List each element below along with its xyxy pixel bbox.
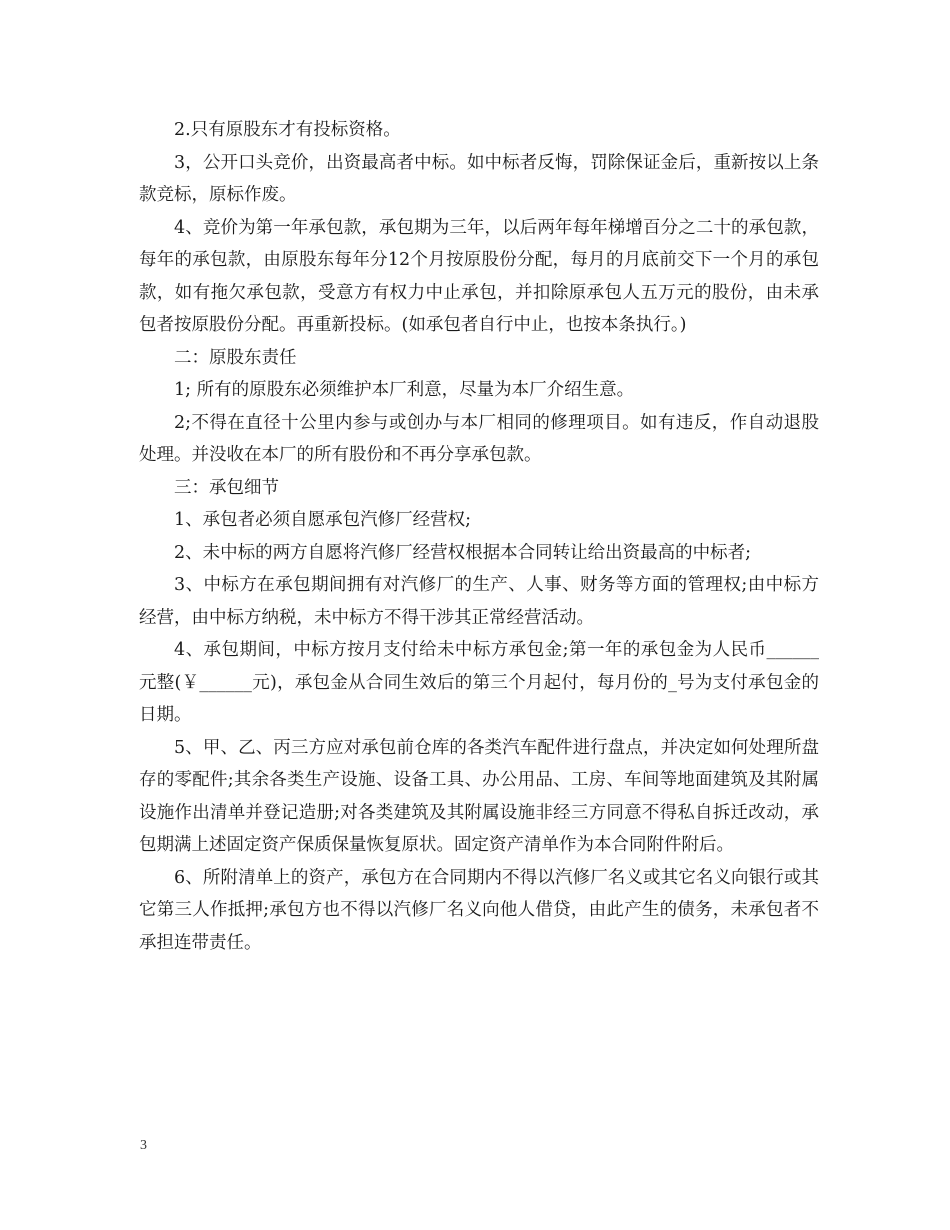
paragraph-detail-2: 2、未中标的两方自愿将汽修厂经营权根据本合同转让给出资最高的中标者;: [174, 542, 752, 563]
section-heading-shareholder-duties: 二：原股东责任: [174, 347, 297, 368]
paragraph-detail-3: 3、中标方在承包期间拥有对汽修厂的生产、人事、财务等方面的管理权;由中标方经营，由中标方纳税，未中标方不得干涉其正常经营活动。: [139, 575, 819, 628]
paragraph-open-bidding: 3，公开口头竞价，出资最高者中标。如中标者反悔，罚除保证金后，重新按以上条款竞标，原标作废。: [139, 152, 819, 205]
paragraph-bid-eligibility: 2.只有原股东才有投标资格。: [174, 120, 401, 140]
paragraph-detail-5: 5、甲、乙、丙三方应对承包前仓库的各类汽车配件进行盘点，并决定如何处理所盘存的零配件;其余各类生产设施、设备工具、办公用品、工房、车间等地面建筑及其附属设施作出清单并登记造册;对各类建筑及其附属设施非经三方同意不得私自拆迁改动，承包期满上述固定资产保质保量恢复原状。固定资产清单作为本合同附件附后。: [139, 737, 819, 855]
document-body: [139, 114, 819, 959]
paragraph-detail-6: 6、所附清单上的资产，承包方在合同期内不得以汽修厂名义或其它名义向银行或其它第三人作抵押;承包方也不得以汽修厂名义向他人借贷，由此产生的债务，未承包者不承担连带责任。: [139, 867, 819, 953]
paragraph-detail-1: 1、承包者必须自愿承包汽修厂经营权;: [174, 510, 472, 530]
page-number: 3: [140, 1138, 147, 1153]
paragraph-detail-4: 4、承包期间，中标方按月支付给未中标方承包金;第一年的承包金为人民币______元整(￥______元)，承包金从合同生效后的第三个月起付，每月份的_号为支付承包金的日期。: [139, 640, 819, 725]
section-heading-contract-details: 三：承包细节: [174, 477, 279, 498]
paragraph-duty-2: 2;不得在直径十公里内参与或创办与本厂相同的修理项目。如有违反，作自动退股处理。并没收在本厂的所有股份和不再分享承包款。: [139, 412, 819, 465]
paragraph-contract-payment: 4、竞价为第一年承包款，承包期为三年，以后两年每年梯增百分之二十的承包款，每年的承包款，由原股东每年分12个月按原股份分配，每月的月底前交下一个月的承包款，如有拖欠承包款，受意方有权力中止承包，并扣除原承包人五万元的股份，由未承包者按原股份分配。再重新投标。(如承包者自行中止，也按本条执行。): [139, 217, 819, 335]
paragraph-duty-1: 1; 所有的原股东必须维护本厂利意，尽量为本厂介绍生意。: [174, 380, 635, 400]
